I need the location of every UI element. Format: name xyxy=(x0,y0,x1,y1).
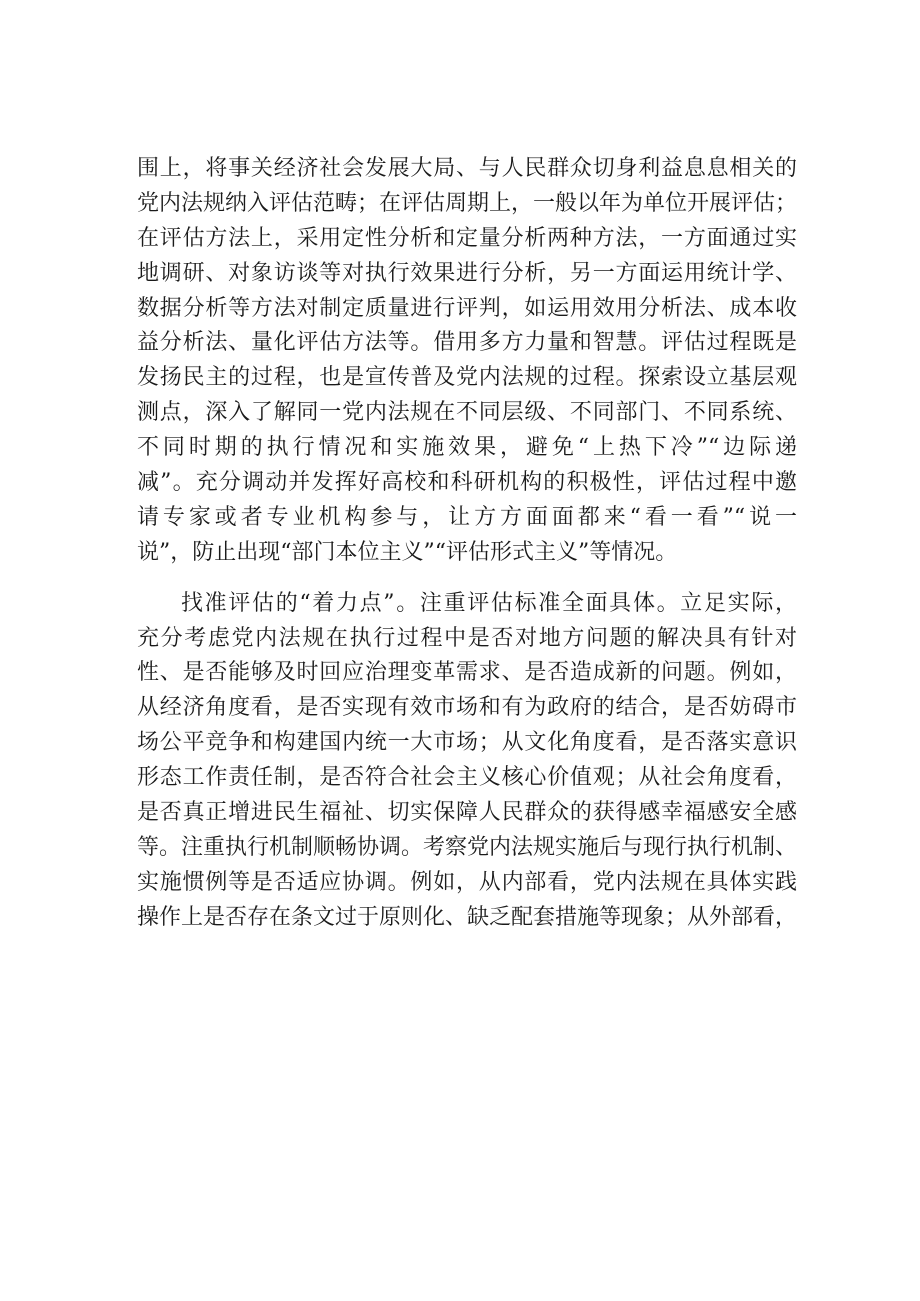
text-line: 发扬民主的过程，也是宣传普及党内法规的过程。探索设立基层观 xyxy=(137,365,797,391)
text-line: 党内法规纳入评估范畴；在评估周期上，一般以年为单位开展评估； xyxy=(137,190,798,216)
text-line: 是否真正增进民生福祉、切实保障人民群众的获得感幸福感安全感 xyxy=(137,800,797,826)
text-line: 充分考虑党内法规在执行过程中是否对地方问题的解决具有针对 xyxy=(137,625,797,651)
text-line: 地调研、对象访谈等对执行效果进行分析，另一方面运用统计学、 xyxy=(137,260,797,286)
text-line: 测点，深入了解同一党内法规在不同层级、不同部门、不同系统、 xyxy=(137,400,797,426)
text-line: 找准评估的“着力点”。注重评估标准全面具体。立足实际， xyxy=(181,590,797,616)
text-line: 实施惯例等是否适应协调。例如，从内部看，党内法规在具体实践 xyxy=(137,869,797,895)
body-text xyxy=(137,152,797,936)
text-line: 请专家或者专业机构参与，让方方面面都来“看一看”“说一 xyxy=(137,504,797,530)
text-line: 性、是否能够及时回应治理变革需求、是否造成新的问题。例如， xyxy=(137,660,797,686)
paragraph-2 xyxy=(137,587,797,936)
text-line: 等。注重执行机制顺畅协调。考察党内法规实施后与现行执行机制、 xyxy=(137,834,798,860)
text-line: 不同时期的执行情况和实施效果，避免“上热下冷”“边际递 xyxy=(137,435,797,461)
text-line: 围上，将事关经济社会发展大局、与人民群众切身利益息息相关的 xyxy=(137,156,797,181)
text-line: 形态工作责任制，是否符合社会主义核心价值观；从社会角度看， xyxy=(137,765,797,791)
text-line: 减”。充分调动并发挥好高校和科研机构的积极性，评估过程中邀 xyxy=(137,470,797,496)
text-line: 说”，防止出现“部门本位主义”“评估形式主义”等情况。 xyxy=(137,539,678,565)
paragraph-1 xyxy=(137,152,797,571)
text-line: 数据分析等方法对制定质量进行评判，如运用效用分析法、成本收 xyxy=(137,295,797,321)
text-line: 场公平竞争和构建国内统一大市场；从文化角度看，是否落实意识 xyxy=(137,730,797,756)
text-line: 从经济角度看，是否实现有效市场和有为政府的结合，是否妨碍市 xyxy=(137,695,797,721)
text-line: 益分析法、量化评估方法等。借用多方力量和智慧。评估过程既是 xyxy=(137,330,797,356)
text-line: 操作上是否存在条文过于原则化、缺乏配套措施等现象；从外部看， xyxy=(137,904,798,930)
text-line: 在评估方法上，采用定性分析和定量分析两种方法，一方面通过实 xyxy=(137,225,797,251)
